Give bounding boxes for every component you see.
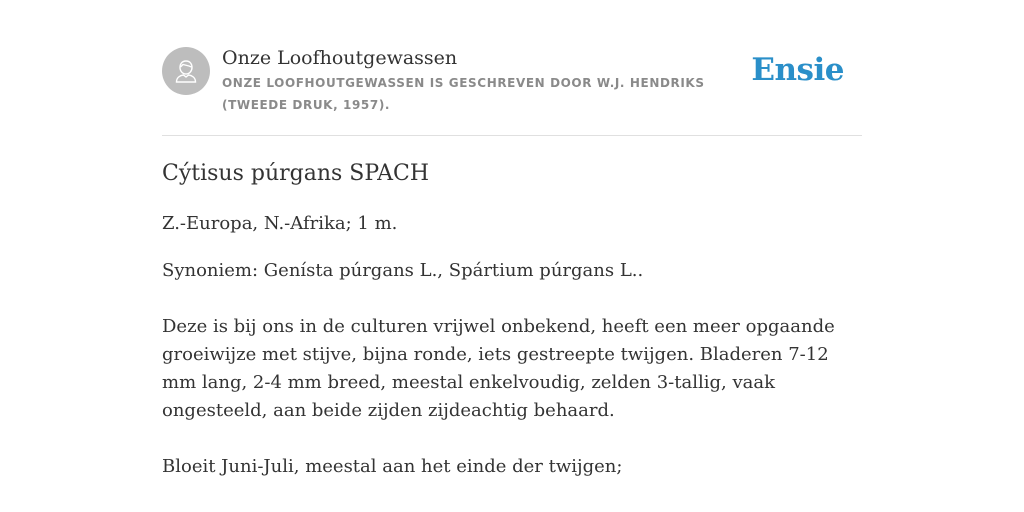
brand-logo[interactable]: Ensie [751, 52, 844, 88]
header-divider [162, 135, 862, 136]
entry-content [162, 158, 862, 481]
entry-synonym: Synoniem: Genísta púrgans L., Spártium púrgans L.. [162, 260, 644, 281]
entry-description: Deze is bij ons in de culturen vrijwel onbekend, heeft een meer opgaande groeiwijze met stijve, bijna ronde, iets gestreepte twijgen. Bladeren 7-12 mm lang, 2-4 mm breed, meestal enkelvoudig, zelden 3-tallig, vaak ongesteeld, aan beide zijden zijdeachtig behaard. [162, 316, 835, 421]
entry-title: Cýtisus púrgans SPACH [162, 161, 430, 186]
entry-flowering: Bloeit Juni-Juli, meestal aan het einde der twijgen; [162, 456, 623, 477]
source-title[interactable]: Onze Loofhoutgewassen [222, 47, 458, 69]
source-avatar[interactable] [162, 47, 210, 95]
source-header [162, 46, 862, 136]
source-description: ONZE LOOFHOUTGEWASSEN IS GESCHREVEN DOOR W.J. HENDRIKS (TWEEDE DRUK, 1957). [222, 76, 705, 112]
user-icon [171, 56, 201, 86]
entry-region: Z.-Europa, N.-Afrika; 1 m. [162, 213, 398, 234]
